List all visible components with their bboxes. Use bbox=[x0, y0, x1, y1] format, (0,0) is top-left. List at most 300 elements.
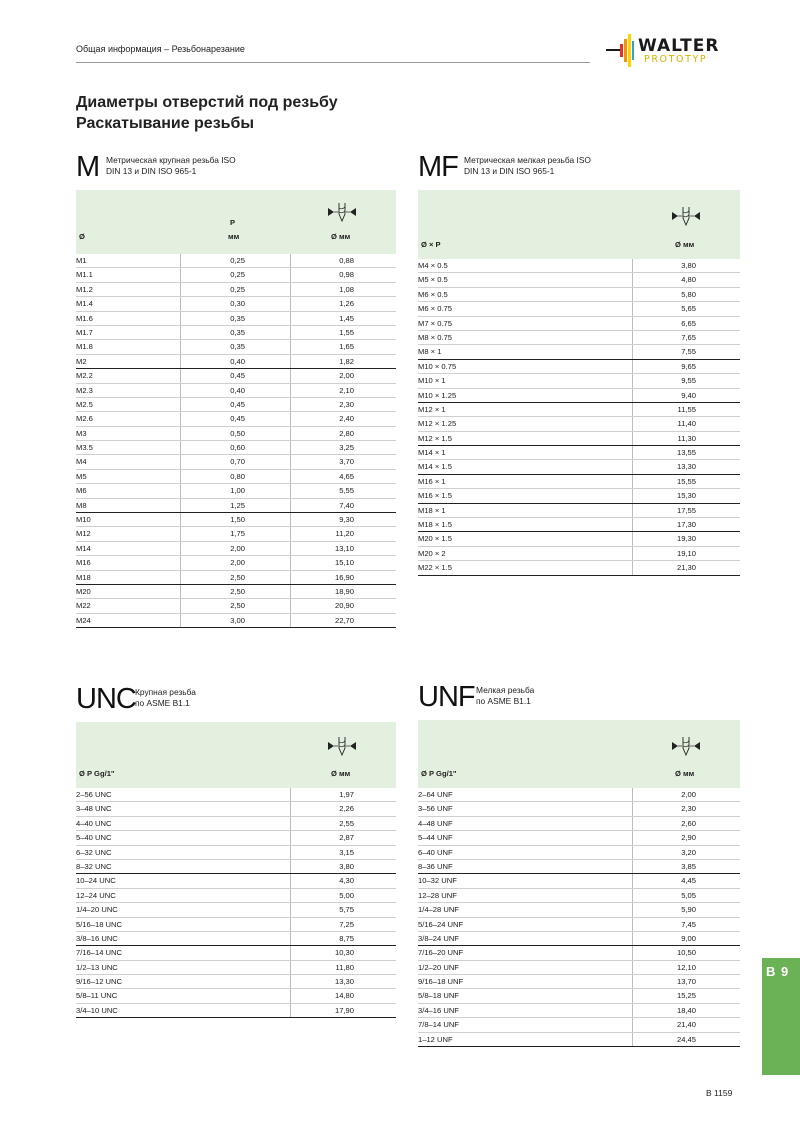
table-header bbox=[418, 720, 740, 788]
column-header-pitch-label: P bbox=[230, 218, 236, 227]
cell-thread: M4 × 0.5 bbox=[418, 261, 448, 270]
table-row bbox=[418, 802, 740, 816]
cell-hole-diameter: 24,45 bbox=[676, 1034, 696, 1044]
cell-hole-diameter: 11,40 bbox=[677, 419, 696, 429]
cell-hole-diameter: 10,50 bbox=[676, 948, 696, 958]
table-row bbox=[76, 268, 396, 282]
table-row bbox=[76, 1004, 396, 1018]
section-description bbox=[476, 685, 534, 707]
table-row bbox=[76, 918, 396, 932]
cell-hole-diameter: 13,30 bbox=[676, 462, 696, 472]
table-row bbox=[76, 556, 396, 570]
table-row bbox=[76, 946, 396, 960]
table-row bbox=[76, 412, 396, 426]
cell-hole-diameter: 2,87 bbox=[339, 833, 354, 843]
table-header bbox=[418, 190, 740, 259]
cell-hole-diameter: 11,80 bbox=[335, 962, 354, 972]
table-row bbox=[76, 599, 396, 613]
cell-hole-diameter: 1,26 bbox=[339, 299, 354, 309]
section-code: UNF bbox=[418, 681, 475, 713]
cell-thread: 5/16–24 UNF bbox=[418, 919, 464, 929]
drill-hole-icon bbox=[670, 736, 702, 758]
section-heading bbox=[418, 151, 740, 190]
cell-thread: M20 bbox=[76, 586, 91, 596]
table-row bbox=[418, 288, 740, 302]
cell-thread: 3/8–24 UNF bbox=[418, 933, 459, 943]
section-metric-fine bbox=[418, 151, 740, 576]
logo-sub-text: PROTOTYP bbox=[644, 54, 708, 65]
table-row bbox=[418, 489, 740, 503]
table-row bbox=[76, 889, 396, 903]
cell-hole-diameter: 8,75 bbox=[339, 933, 354, 943]
table-row bbox=[418, 532, 740, 546]
cell-hole-diameter: 13,30 bbox=[334, 977, 354, 987]
cell-thread: 8–32 UNC bbox=[76, 861, 112, 871]
cell-thread: 6–40 UNF bbox=[418, 847, 453, 857]
table-row bbox=[76, 571, 396, 585]
table-header bbox=[76, 722, 396, 788]
table-row bbox=[418, 475, 740, 489]
cell-hole-diameter: 17,90 bbox=[334, 1005, 354, 1015]
cell-hole-diameter: 2,90 bbox=[681, 833, 696, 843]
cell-thread: M20 × 2 bbox=[418, 548, 446, 558]
table-row bbox=[418, 518, 740, 532]
table-body bbox=[418, 788, 740, 1047]
cell-thread: 2–56 UNC bbox=[76, 790, 112, 799]
cell-hole-diameter: 4,30 bbox=[339, 876, 354, 886]
cell-hole-diameter: 11,30 bbox=[677, 433, 696, 443]
table-row bbox=[418, 831, 740, 845]
table-row bbox=[76, 932, 396, 946]
cell-hole-diameter: 19,10 bbox=[676, 548, 696, 558]
cell-pitch: 0,25 bbox=[230, 284, 245, 294]
cell-hole-diameter: 16,90 bbox=[334, 572, 354, 582]
cell-thread: M24 bbox=[76, 615, 91, 625]
cell-pitch: 2,50 bbox=[230, 572, 245, 582]
table-row bbox=[76, 283, 396, 297]
cell-hole-diameter: 13,55 bbox=[676, 448, 696, 458]
column-header-diameter-pitch: Ø × P bbox=[421, 240, 441, 249]
cell-thread: M3.5 bbox=[76, 443, 93, 453]
drill-hole-icon bbox=[670, 206, 702, 228]
cell-hole-diameter: 1,65 bbox=[339, 342, 354, 352]
cell-thread: M10 × 1 bbox=[418, 376, 446, 386]
cell-thread: M6 × 0.75 bbox=[418, 304, 452, 314]
cell-hole-diameter: 3,70 bbox=[339, 457, 354, 467]
section-metric-coarse bbox=[76, 151, 396, 628]
header-rule bbox=[76, 62, 590, 63]
cell-thread: M12 × 1.25 bbox=[418, 419, 457, 429]
cell-pitch: 0,80 bbox=[230, 471, 245, 481]
table-row bbox=[76, 470, 396, 484]
drill-hole-icon bbox=[326, 202, 358, 224]
cell-hole-diameter: 5,00 bbox=[339, 890, 354, 900]
cell-pitch: 0,45 bbox=[230, 399, 245, 409]
cell-thread: 1/4–28 UNF bbox=[418, 905, 459, 915]
table-row bbox=[418, 345, 740, 359]
cell-pitch: 0,40 bbox=[230, 385, 245, 395]
cell-pitch: 0,25 bbox=[230, 270, 245, 280]
section-code: MF bbox=[418, 151, 458, 183]
table-row bbox=[76, 384, 396, 398]
table-row bbox=[76, 427, 396, 441]
cell-thread: M5 × 0.5 bbox=[418, 275, 448, 285]
cell-hole-diameter: 13,70 bbox=[676, 977, 696, 987]
cell-pitch: 0,35 bbox=[230, 327, 245, 337]
cell-hole-diameter: 3,85 bbox=[681, 861, 696, 871]
cell-hole-diameter: 2,30 bbox=[681, 804, 696, 814]
section-desc-line-1: Метрическая крупная резьба ISO bbox=[106, 155, 236, 165]
cell-thread: M16 × 1 bbox=[418, 476, 446, 486]
cell-hole-diameter: 13,10 bbox=[334, 543, 354, 553]
cell-pitch: 0,50 bbox=[230, 428, 245, 438]
table-body bbox=[76, 788, 396, 1018]
cell-thread: M14 × 1.5 bbox=[418, 462, 452, 472]
cell-thread: M16 × 1.5 bbox=[418, 491, 452, 501]
cell-thread: M22 bbox=[76, 601, 91, 611]
cell-pitch: 0,35 bbox=[230, 313, 245, 323]
table-row bbox=[418, 889, 740, 903]
cell-hole-diameter: 2,10 bbox=[339, 385, 354, 395]
chapter-tab-label: B 9 bbox=[766, 964, 790, 979]
table-row bbox=[418, 504, 740, 518]
cell-thread: M18 × 1.5 bbox=[418, 520, 452, 530]
table-row bbox=[418, 989, 740, 1003]
cell-thread: 7/8–14 UNF bbox=[418, 1020, 459, 1030]
cell-hole-diameter: 17,55 bbox=[676, 505, 696, 515]
page-number: B 1159 bbox=[706, 1088, 733, 1098]
cell-hole-diameter: 18,90 bbox=[334, 586, 354, 596]
cell-pitch: 1,50 bbox=[230, 515, 245, 525]
table-row bbox=[76, 802, 396, 816]
table-row bbox=[418, 302, 740, 316]
table-row bbox=[418, 389, 740, 403]
cell-hole-diameter: 6,65 bbox=[681, 318, 696, 328]
table-row bbox=[418, 788, 740, 802]
section-desc-line-1: Метрическая мелкая резьба ISO bbox=[464, 155, 591, 165]
cell-thread: 7/16–14 UNC bbox=[76, 948, 123, 958]
section-heading bbox=[418, 681, 740, 720]
cell-hole-diameter: 9,30 bbox=[339, 515, 354, 525]
table-row bbox=[418, 817, 740, 831]
section-description bbox=[135, 687, 196, 709]
section-heading bbox=[76, 683, 396, 722]
page-title bbox=[76, 92, 338, 134]
table-row bbox=[76, 542, 396, 556]
section-desc-line-2: по ASME B1.1 bbox=[135, 698, 190, 708]
cell-hole-diameter: 7,55 bbox=[681, 347, 696, 357]
cell-hole-diameter: 15,10 bbox=[334, 558, 354, 568]
cell-hole-diameter: 11,20 bbox=[335, 529, 354, 539]
cell-thread: M3 bbox=[76, 428, 87, 438]
drill-hole-icon bbox=[326, 736, 358, 758]
cell-hole-diameter: 0,98 bbox=[339, 270, 354, 280]
cell-hole-diameter: 19,30 bbox=[676, 534, 696, 544]
table-row bbox=[418, 432, 740, 446]
table-row bbox=[418, 547, 740, 561]
cell-hole-diameter: 5,75 bbox=[339, 905, 354, 915]
table-row bbox=[418, 360, 740, 374]
cell-thread: M5 bbox=[76, 471, 87, 481]
cell-hole-diameter: 15,25 bbox=[676, 991, 696, 1001]
cell-hole-diameter: 2,80 bbox=[339, 428, 354, 438]
table-row bbox=[418, 374, 740, 388]
cell-thread: M7 × 0.75 bbox=[418, 318, 452, 328]
column-header-hole-diameter: Ø мм bbox=[675, 769, 695, 778]
cell-hole-diameter: 4,65 bbox=[339, 471, 354, 481]
table-row bbox=[418, 975, 740, 989]
section-desc-line-2: по ASME B1.1 bbox=[476, 696, 531, 706]
cell-hole-diameter: 9,55 bbox=[681, 376, 696, 386]
table-row bbox=[76, 846, 396, 860]
cell-hole-diameter: 2,00 bbox=[339, 371, 354, 381]
cell-thread: M2.6 bbox=[76, 414, 93, 424]
cell-thread: 2–64 UNF bbox=[418, 790, 453, 799]
table-row bbox=[418, 903, 740, 917]
table-row bbox=[418, 446, 740, 460]
table-row bbox=[418, 1004, 740, 1018]
cell-hole-diameter: 9,65 bbox=[681, 361, 696, 371]
table-row bbox=[76, 297, 396, 311]
cell-thread: 12–28 UNF bbox=[418, 890, 457, 900]
section-desc-line-1: Крупная резьба bbox=[135, 687, 196, 697]
page-title-line-1: Диаметры отверстий под резьбу bbox=[76, 94, 338, 111]
table-row bbox=[76, 788, 396, 802]
cell-pitch: 0,30 bbox=[230, 299, 245, 309]
cell-hole-diameter: 3,80 bbox=[339, 861, 354, 871]
cell-hole-diameter: 3,15 bbox=[339, 847, 354, 857]
cell-pitch: 0,70 bbox=[230, 457, 245, 467]
cell-hole-diameter: 3,25 bbox=[339, 443, 354, 453]
table-row bbox=[76, 817, 396, 831]
column-header-diameter: Ø bbox=[79, 232, 85, 241]
cell-hole-diameter: 2,60 bbox=[681, 818, 696, 828]
cell-thread: M12 × 1.5 bbox=[418, 433, 452, 443]
table-header bbox=[76, 190, 396, 254]
cell-hole-diameter: 20,90 bbox=[334, 601, 354, 611]
cell-hole-diameter: 5,05 bbox=[681, 890, 696, 900]
cell-thread: 3/8–16 UNC bbox=[76, 933, 118, 943]
cell-hole-diameter: 18,40 bbox=[676, 1005, 696, 1015]
cell-thread: M1 bbox=[76, 256, 87, 265]
section-desc-line-1: Мелкая резьба bbox=[476, 685, 535, 695]
cell-thread: 3–48 UNC bbox=[76, 804, 112, 814]
cell-hole-diameter: 5,55 bbox=[339, 486, 354, 496]
cell-pitch: 0,25 bbox=[230, 256, 245, 265]
cell-thread: 5–40 UNC bbox=[76, 833, 112, 843]
cell-hole-diameter: 14,80 bbox=[334, 991, 354, 1001]
cell-thread: M8 × 0.75 bbox=[418, 332, 452, 342]
cell-thread: M1.1 bbox=[76, 270, 93, 280]
table-row bbox=[418, 860, 740, 874]
cell-hole-diameter: 0,88 bbox=[339, 256, 354, 265]
cell-pitch: 1,75 bbox=[230, 529, 245, 539]
column-header-hole-diameter: Ø мм bbox=[675, 240, 695, 249]
table-row bbox=[76, 961, 396, 975]
table-row bbox=[76, 254, 396, 268]
cell-thread: M1.6 bbox=[76, 313, 93, 323]
cell-hole-diameter: 2,40 bbox=[339, 414, 354, 424]
section-description bbox=[464, 155, 591, 177]
table-row bbox=[418, 874, 740, 888]
table-row bbox=[418, 403, 740, 417]
table-row bbox=[76, 513, 396, 527]
table-row bbox=[76, 585, 396, 599]
cell-thread: 1/2–13 UNC bbox=[76, 962, 118, 972]
cell-thread: 5/16–18 UNC bbox=[76, 919, 123, 929]
cell-hole-diameter: 5,80 bbox=[681, 289, 696, 299]
cell-thread: M2.5 bbox=[76, 399, 93, 409]
table-row bbox=[76, 499, 396, 513]
section-desc-line-2: DIN 13 и DIN ISO 965-1 bbox=[106, 166, 197, 176]
table-row bbox=[418, 846, 740, 860]
column-header-thread: Ø P Gg/1" bbox=[421, 769, 457, 778]
cell-thread: 8–36 UNF bbox=[418, 861, 453, 871]
cell-thread: 4–40 UNC bbox=[76, 818, 112, 828]
cell-thread: M1.7 bbox=[76, 327, 93, 337]
logo-brand-text: WALTER bbox=[638, 36, 720, 56]
table-body bbox=[418, 259, 740, 576]
cell-hole-diameter: 7,65 bbox=[681, 332, 696, 342]
table-row bbox=[418, 961, 740, 975]
cell-hole-diameter: 22,70 bbox=[334, 615, 354, 625]
table-row bbox=[418, 561, 740, 575]
table-row bbox=[418, 317, 740, 331]
cell-thread: M4 bbox=[76, 457, 87, 467]
cell-pitch: 0,45 bbox=[230, 414, 245, 424]
cell-thread: 3/4–16 UNF bbox=[418, 1005, 459, 1015]
cell-hole-diameter: 12,10 bbox=[676, 962, 696, 972]
table-row bbox=[418, 460, 740, 474]
cell-thread: M18 × 1 bbox=[418, 505, 446, 515]
section-description bbox=[106, 155, 236, 177]
section-unf bbox=[418, 681, 740, 1047]
cell-hole-diameter: 9,40 bbox=[681, 390, 696, 400]
cell-pitch: 3,00 bbox=[230, 615, 245, 625]
cell-thread: 5–44 UNF bbox=[418, 833, 453, 843]
cell-thread: M22 × 1.5 bbox=[418, 563, 452, 573]
cell-thread: 1/2–20 UNF bbox=[418, 962, 459, 972]
table-row bbox=[76, 831, 396, 845]
cell-thread: 6–32 UNC bbox=[76, 847, 112, 857]
page-title-line-2: Раскатывание резьбы bbox=[76, 115, 255, 132]
column-header-hole-diameter: Ø мм bbox=[331, 769, 351, 778]
cell-thread: 4–48 UNF bbox=[418, 818, 453, 828]
cell-hole-diameter: 2,00 bbox=[681, 790, 696, 799]
cell-hole-diameter: 17,30 bbox=[676, 520, 696, 530]
cell-hole-diameter: 3,20 bbox=[681, 847, 696, 857]
cell-thread: 12–24 UNC bbox=[76, 890, 116, 900]
table-row bbox=[418, 1033, 740, 1047]
section-code: M bbox=[76, 151, 100, 183]
table-body bbox=[76, 254, 396, 628]
cell-pitch: 0,60 bbox=[230, 443, 245, 453]
cell-hole-diameter: 3,80 bbox=[681, 261, 696, 270]
cell-thread: 7/16–20 UNF bbox=[418, 948, 464, 958]
cell-hole-diameter: 2,30 bbox=[339, 399, 354, 409]
cell-hole-diameter: 10,30 bbox=[334, 948, 354, 958]
cell-thread: 9/16–12 UNC bbox=[76, 977, 123, 987]
cell-thread: M6 × 0.5 bbox=[418, 289, 448, 299]
logo-color-bars-icon bbox=[606, 34, 636, 68]
cell-thread: M6 bbox=[76, 486, 87, 496]
cell-thread: M14 bbox=[76, 543, 91, 553]
table-row bbox=[76, 441, 396, 455]
table-row bbox=[418, 932, 740, 946]
cell-hole-diameter: 9,00 bbox=[681, 933, 696, 943]
table-row bbox=[418, 259, 740, 273]
cell-hole-diameter: 1,55 bbox=[339, 327, 354, 337]
cell-pitch: 0,45 bbox=[230, 371, 245, 381]
running-header: Общая информация – Резьбонарезание bbox=[76, 44, 245, 54]
cell-thread: 5/8–11 UNC bbox=[76, 991, 118, 1001]
cell-hole-diameter: 15,30 bbox=[676, 491, 696, 501]
cell-pitch: 0,40 bbox=[230, 356, 245, 366]
section-heading bbox=[76, 151, 396, 190]
cell-thread: 10–32 UNF bbox=[418, 876, 457, 886]
table-row bbox=[76, 369, 396, 383]
cell-hole-diameter: 21,30 bbox=[676, 563, 696, 573]
cell-hole-diameter: 15,55 bbox=[676, 476, 696, 486]
cell-thread: M14 × 1 bbox=[418, 448, 446, 458]
cell-thread: M20 × 1.5 bbox=[418, 534, 452, 544]
section-desc-line-2: DIN 13 и DIN ISO 965-1 bbox=[464, 166, 555, 176]
cell-hole-diameter: 7,25 bbox=[339, 919, 354, 929]
cell-thread: M12 × 1 bbox=[418, 404, 446, 414]
cell-pitch: 2,00 bbox=[230, 543, 245, 553]
column-header-thread: Ø P Gg/1" bbox=[79, 769, 115, 778]
cell-thread: M16 bbox=[76, 558, 91, 568]
cell-thread: 3/4–10 UNC bbox=[76, 1005, 118, 1015]
cell-hole-diameter: 11,55 bbox=[677, 404, 696, 414]
table-row bbox=[76, 614, 396, 628]
table-row bbox=[418, 918, 740, 932]
section-code: UNC bbox=[76, 683, 136, 715]
cell-hole-diameter: 4,80 bbox=[681, 275, 696, 285]
cell-thread: M10 bbox=[76, 515, 91, 525]
cell-thread: 10–24 UNC bbox=[76, 876, 116, 886]
table-row bbox=[76, 989, 396, 1003]
cell-pitch: 2,50 bbox=[230, 601, 245, 611]
table-row bbox=[418, 946, 740, 960]
cell-pitch: 0,35 bbox=[230, 342, 245, 352]
cell-hole-diameter: 7,40 bbox=[339, 500, 354, 510]
table-row bbox=[76, 398, 396, 412]
cell-thread: M8 × 1 bbox=[418, 347, 442, 357]
cell-thread: M8 bbox=[76, 500, 87, 510]
table-row bbox=[76, 340, 396, 354]
column-header-pitch-unit: мм bbox=[228, 232, 240, 241]
section-unc bbox=[76, 683, 396, 1018]
cell-thread: M1.2 bbox=[76, 284, 93, 294]
cell-hole-diameter: 21,40 bbox=[676, 1020, 696, 1030]
cell-hole-diameter: 1,97 bbox=[339, 790, 354, 799]
cell-thread: M2.2 bbox=[76, 371, 93, 381]
cell-hole-diameter: 1,08 bbox=[339, 284, 354, 294]
cell-hole-diameter: 4,45 bbox=[681, 876, 696, 886]
column-header-hole-diameter: Ø мм bbox=[331, 232, 351, 241]
table-row bbox=[418, 417, 740, 431]
cell-thread: M10 × 0.75 bbox=[418, 361, 457, 371]
cell-thread: M1.4 bbox=[76, 299, 93, 309]
cell-thread: M1.8 bbox=[76, 342, 93, 352]
cell-hole-diameter: 1,82 bbox=[339, 356, 354, 366]
table-row bbox=[76, 903, 396, 917]
cell-thread: 3–56 UNF bbox=[418, 804, 453, 814]
cell-thread: 1–12 UNF bbox=[418, 1034, 453, 1044]
walter-logo bbox=[606, 34, 746, 70]
cell-hole-diameter: 5,90 bbox=[681, 905, 696, 915]
